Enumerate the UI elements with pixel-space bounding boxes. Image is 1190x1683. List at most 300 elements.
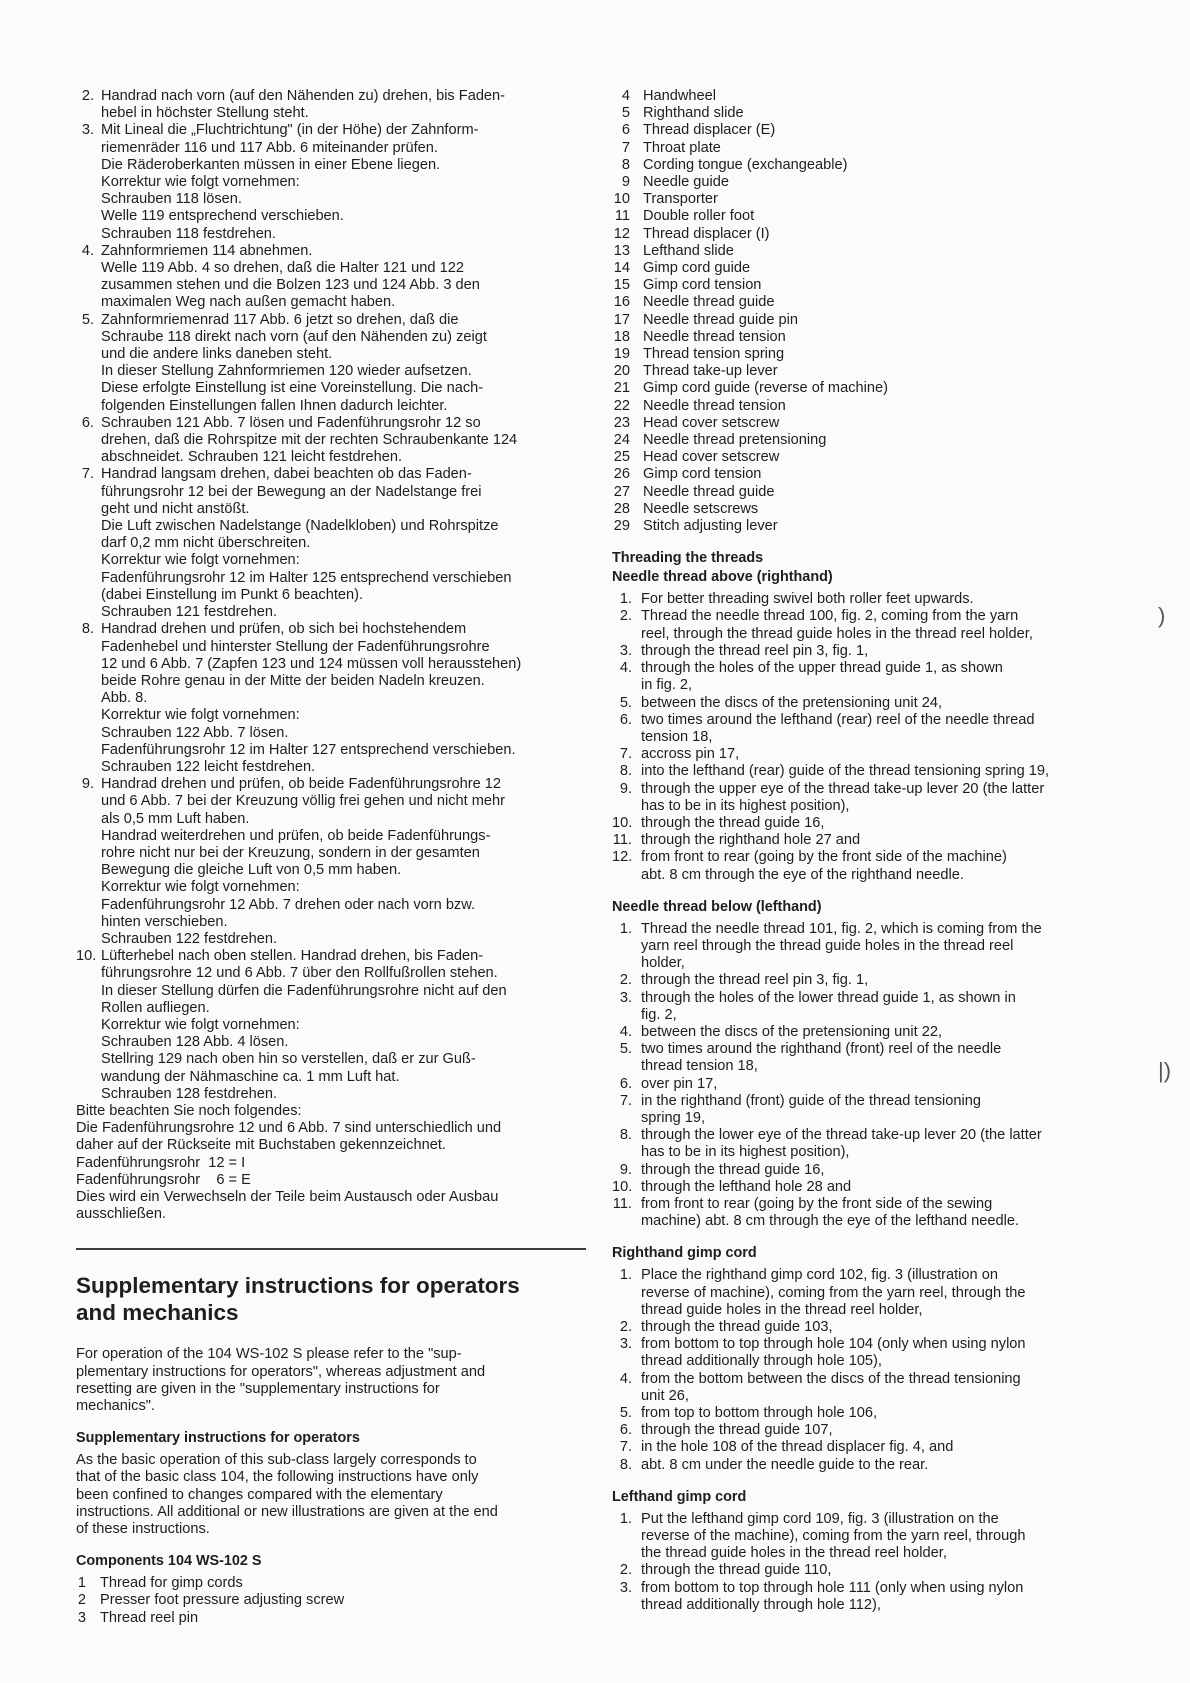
- item-number: 3.: [619, 989, 632, 1006]
- item-text: [641, 1093, 1127, 1127]
- item-line: two times around the righthand (front) reel of the needle: [641, 1041, 1002, 1058]
- item-line: Schrauben 122 leicht festdrehen.: [101, 758, 316, 775]
- component-label: Needle thread guide: [643, 294, 775, 311]
- item-line: thread guide holes in the thread reel holder,: [641, 1301, 923, 1318]
- component-number: 14: [613, 260, 630, 277]
- item-line: from bottom to top through hole 111 (only when using nylon: [641, 1579, 1024, 1596]
- needle-below-steps: [612, 921, 1127, 1231]
- item-line: through the thread guide 16,: [641, 1161, 825, 1178]
- item-number: 2.: [619, 972, 632, 989]
- item-line: machine) abt. 8 cm through the eye of the lefthand needle.: [641, 1213, 1020, 1230]
- item-line: (dabei Einstellung im Punkt 6 beachten).: [101, 586, 364, 603]
- item-line: has to be in its highest position),: [641, 797, 850, 814]
- item-line: abschneidet. Schrauben 121 leicht festdrehen.: [101, 449, 403, 466]
- list-item: [612, 591, 1127, 608]
- item-line: 12 und 6 Abb. 7 (Zapfen 123 und 124 müssen voll herausstehen): [101, 655, 522, 672]
- list-item: [612, 695, 1127, 712]
- item-line: hebel in höchster Stellung steht.: [101, 105, 309, 122]
- list-item: [612, 1127, 1127, 1161]
- item-line: als 0,5 mm Luft haben.: [101, 810, 250, 827]
- component-label: Handwheel: [643, 88, 717, 104]
- component-number: 21: [613, 380, 630, 397]
- text-line: Fadenführungsrohr 6 = E: [76, 1171, 251, 1188]
- item-text: [641, 1024, 1127, 1041]
- item-number: 10.: [76, 948, 97, 965]
- item-line: Put the lefthand gimp cord 109, fig. 3 (illustration on the: [641, 1510, 999, 1527]
- item-line: over pin 17,: [641, 1075, 718, 1092]
- item-line: thread additionally through hole 112),: [641, 1596, 881, 1613]
- item-text: [101, 466, 592, 621]
- item-line: Rollen aufliegen.: [101, 999, 210, 1016]
- item-line: führungsrohr 12 bei der Bewegung an der Nadelstange frei: [101, 483, 482, 500]
- list-item: [612, 1580, 1127, 1614]
- component-label: Needle thread tension: [643, 397, 786, 414]
- component-number: 7: [621, 139, 630, 156]
- item-number: 4.: [619, 1370, 632, 1387]
- item-line: through the thread guide 103,: [641, 1319, 833, 1335]
- component-item: [612, 105, 1127, 122]
- item-number: 3.: [81, 122, 94, 139]
- list-item: [612, 921, 1127, 973]
- section-heading-line-2: and mechanics: [76, 1300, 239, 1326]
- lefthand-gimp-steps: [612, 1511, 1127, 1614]
- item-number: 4.: [619, 660, 632, 677]
- item-line: abt. 8 cm under the needle guide to the rear.: [641, 1456, 929, 1473]
- component-number: 18: [613, 328, 630, 345]
- component-item: [612, 174, 1127, 191]
- list-item: [612, 1267, 1127, 1319]
- item-line: through the holes of the lower thread guide 1, as shown in: [641, 989, 1016, 1006]
- list-item: [612, 1405, 1127, 1422]
- list-item: [612, 849, 1127, 883]
- item-text: [641, 1076, 1127, 1093]
- item-text: [101, 948, 592, 1103]
- item-text: [641, 712, 1127, 746]
- component-item: [612, 312, 1127, 329]
- item-text: [641, 1457, 1127, 1474]
- item-line: Zahnformriemenrad 117 Abb. 6 jetzt so drehen, daß die: [101, 311, 459, 328]
- item-text: [641, 1580, 1127, 1614]
- component-number: 3: [77, 1609, 86, 1626]
- component-label: Presser foot pressure adjusting screw: [100, 1592, 345, 1609]
- item-text: [101, 312, 592, 415]
- item-line: Schrauben 128 Abb. 4 lösen.: [101, 1034, 289, 1051]
- list-item: [612, 990, 1127, 1024]
- threading-heading: Threading the threads: [612, 550, 764, 567]
- item-number: 2.: [619, 608, 632, 625]
- item-number: 9.: [619, 1161, 632, 1178]
- component-label: Thread for gimp cords: [100, 1575, 243, 1592]
- item-line: between the discs of the pretensioning unit 22,: [641, 1023, 942, 1040]
- item-number: 6.: [81, 414, 94, 431]
- item-number: 12.: [612, 849, 633, 866]
- component-item: [612, 226, 1127, 243]
- list-item: [612, 712, 1127, 746]
- component-number: 24: [613, 432, 630, 449]
- item-number: 2.: [619, 1562, 632, 1579]
- item-line: fig. 2,: [641, 1006, 677, 1023]
- item-line: reverse of the machine), coming from the yarn reel, through: [641, 1528, 1026, 1545]
- item-number: 1.: [619, 920, 632, 937]
- component-item: [612, 157, 1127, 174]
- item-line: has to be in its highest position),: [641, 1144, 850, 1161]
- item-line: For better threading swivel both roller feet upwards.: [641, 591, 974, 608]
- item-text: [641, 1422, 1127, 1439]
- list-item: [76, 122, 592, 242]
- item-line: through the thread guide 110,: [641, 1562, 832, 1579]
- components-list-right: [612, 88, 1127, 535]
- item-text: [101, 776, 592, 948]
- text-line: Fadenführungsrohr 12 = I: [76, 1154, 246, 1171]
- item-line: Place the righthand gimp cord 102, fig. 3 (illustration on: [641, 1267, 998, 1284]
- list-item: [612, 643, 1127, 660]
- item-line: through the lefthand hole 28 and: [641, 1178, 852, 1195]
- item-line: Thread the needle thread 100, fig. 2, coming from the yarn: [641, 608, 1019, 625]
- item-text: [641, 921, 1127, 973]
- item-line: riemenräder 116 und 117 Abb. 6 miteinander prüfen.: [101, 139, 438, 156]
- component-label: Transporter: [643, 191, 718, 208]
- component-item: [612, 88, 1127, 105]
- section-heading: [76, 1272, 592, 1326]
- item-line: from front to rear (going by the front side of the sewing: [641, 1195, 993, 1212]
- component-item: [612, 260, 1127, 277]
- item-line: from bottom to top through hole 104 (only when using nylon: [641, 1336, 1026, 1353]
- item-line: Zahnformriemen 114 abnehmen.: [101, 242, 313, 259]
- item-line: Schrauben 118 festdrehen.: [101, 225, 276, 242]
- item-line: drehen, daß die Rohrspitze mit der rechten Schraubenkante 124: [101, 432, 518, 449]
- component-number: 10: [613, 191, 630, 208]
- component-label: Double roller foot: [643, 208, 755, 225]
- item-line: Schrauben 121 festdrehen.: [101, 604, 278, 621]
- item-text: [641, 643, 1127, 660]
- item-text: [641, 1162, 1127, 1179]
- component-label: Lefthand slide: [643, 242, 734, 259]
- item-number: 2.: [81, 88, 94, 104]
- item-line: Thread the needle thread 101, fig. 2, which is coming from the: [641, 920, 1042, 937]
- list-item: [612, 1076, 1127, 1093]
- components-heading: Components 104 WS-102 S: [76, 1553, 262, 1570]
- item-line: Abb. 8.: [101, 690, 148, 707]
- lefthand-gimp-heading: Lefthand gimp cord: [612, 1488, 747, 1505]
- item-text: [101, 88, 592, 122]
- item-number: 4.: [619, 1023, 632, 1040]
- component-number: 29: [613, 518, 630, 535]
- item-text: [641, 1319, 1127, 1336]
- component-item: [612, 363, 1127, 380]
- item-text: [101, 122, 592, 242]
- item-text: [641, 1511, 1127, 1563]
- item-number: 11.: [612, 832, 632, 849]
- component-item: [612, 398, 1127, 415]
- component-item: [76, 1592, 592, 1609]
- component-item: [76, 1610, 592, 1627]
- component-number: 28: [613, 500, 630, 517]
- punch-hole-mark-bottom: |): [1158, 1058, 1172, 1083]
- text-line: Die Fadenführungsrohre 12 und 6 Abb. 7 sind unterschiedlich und: [76, 1120, 502, 1137]
- list-item: [76, 948, 592, 1103]
- component-number: 4: [621, 88, 630, 104]
- item-line: Lüfterhebel nach oben stellen. Handrad drehen, bis Faden-: [101, 948, 484, 965]
- item-line: Fadenführungsrohr 12 im Halter 127 entsprechend verschieben.: [101, 741, 516, 758]
- item-text: [101, 243, 592, 312]
- component-number: 17: [613, 311, 630, 328]
- righthand-gimp-steps: [612, 1267, 1127, 1473]
- section-divider: [76, 1248, 586, 1250]
- item-line: darf 0,2 mm nicht überschreiten.: [101, 535, 311, 552]
- item-line: tension 18,: [641, 728, 713, 745]
- item-text: [641, 815, 1127, 832]
- component-number: 25: [613, 449, 630, 466]
- intro-paragraph: [76, 1346, 592, 1415]
- item-number: 8.: [619, 1127, 632, 1144]
- item-number: 3.: [619, 1579, 632, 1596]
- item-line: Handrad langsam drehen, dabei beachten ob das Faden-: [101, 466, 472, 483]
- item-line: Fadenführungsrohr 12 im Halter 125 entsprechend verschieben: [101, 569, 512, 586]
- item-text: [641, 1405, 1127, 1422]
- list-item: [612, 1093, 1127, 1127]
- component-item: [612, 501, 1127, 518]
- list-item: [612, 1457, 1127, 1474]
- component-number: 13: [613, 242, 630, 259]
- needle-below-heading: Needle thread below (lefthand): [612, 898, 822, 915]
- item-line: und 6 Abb. 7 bei der Kreuzung völlig frei gehen und nicht mehr: [101, 793, 506, 810]
- item-line: through the thread guide 16,: [641, 814, 825, 831]
- component-label: Gimp cord guide: [643, 260, 751, 277]
- item-line: Fadenführungsrohr 12 Abb. 7 drehen oder nach vorn bzw.: [101, 896, 476, 913]
- item-number: 1.: [619, 1510, 632, 1527]
- text-line: mechanics".: [76, 1398, 155, 1415]
- text-line: of these instructions.: [76, 1521, 210, 1538]
- item-line: in the hole 108 of the thread displacer fig. 4, and: [641, 1439, 954, 1456]
- item-text: [641, 849, 1127, 883]
- operators-paragraph: [76, 1452, 592, 1538]
- item-number: 7.: [619, 1439, 632, 1456]
- item-line: hinten verschieben.: [101, 913, 228, 930]
- component-number: 5: [621, 105, 630, 122]
- component-item: [612, 380, 1127, 397]
- item-text: [641, 1127, 1127, 1161]
- component-label: Needle thread guide pin: [643, 311, 798, 328]
- item-line: Schrauben 128 festdrehen.: [101, 1085, 278, 1102]
- item-line: between the discs of the pretensioning unit 24,: [641, 694, 942, 711]
- item-line: reverse of machine), coming from the yarn reel, through the: [641, 1284, 1026, 1301]
- component-label: Thread reel pin: [100, 1609, 199, 1626]
- item-number: 5.: [619, 1405, 632, 1422]
- item-line: Die Luft zwischen Nadelstange (Nadelkloben) und Rohrspitze: [101, 518, 499, 535]
- list-item: [612, 1562, 1127, 1579]
- item-text: [641, 1439, 1127, 1456]
- notes-block: [76, 1103, 592, 1223]
- item-line: Schrauben 122 Abb. 7 lösen.: [101, 724, 289, 741]
- component-label: Righthand slide: [643, 105, 744, 122]
- item-line: rohre nicht nur bei der Kreuzung, sondern in der gesamten: [101, 844, 480, 861]
- section-heading-line-1: Supplementary instructions for operators: [76, 1273, 520, 1299]
- item-text: [641, 832, 1127, 849]
- item-line: Die Räderoberkanten müssen in einer Ebene liegen.: [101, 156, 441, 173]
- component-item: [612, 415, 1127, 432]
- item-number: 5.: [619, 694, 632, 711]
- item-text: [641, 763, 1127, 780]
- list-item: [612, 1422, 1127, 1439]
- components-list-left: [76, 1575, 592, 1627]
- component-item: [612, 466, 1127, 483]
- list-item: [612, 1041, 1127, 1075]
- item-text: [641, 1041, 1127, 1075]
- item-line: spring 19,: [641, 1109, 706, 1126]
- list-item: [612, 1439, 1127, 1456]
- item-number: 1.: [619, 1267, 632, 1284]
- item-text: [641, 608, 1127, 642]
- component-number: 9: [621, 174, 630, 191]
- component-label: Gimp cord tension: [643, 466, 762, 483]
- component-label: Thread displacer (I): [643, 225, 770, 242]
- item-line: through the thread guide 107,: [641, 1422, 833, 1439]
- component-item: [612, 432, 1127, 449]
- item-line: two times around the lefthand (rear) reel of the needle thread: [641, 711, 1035, 728]
- text-line: been confined to changes compared with the elementary: [76, 1486, 443, 1503]
- component-number: 22: [613, 397, 630, 414]
- item-line: Handrad drehen und prüfen, ob sich bei hochstehendem: [101, 621, 467, 638]
- item-number: 9.: [619, 780, 632, 797]
- item-line: Diese erfolgte Einstellung ist eine Voreinstellung. Die nach-: [101, 380, 484, 397]
- list-item: [612, 781, 1127, 815]
- text-line: As the basic operation of this sub-class largely corresponds to: [76, 1452, 477, 1469]
- text-line: plementary instructions for operators", whereas adjustment and: [76, 1363, 486, 1380]
- item-line: Korrektur wie folgt vornehmen:: [101, 707, 300, 724]
- item-line: Welle 119 entsprechend verschieben.: [101, 208, 344, 225]
- item-line: through the lower eye of the thread take-up lever 20 (the latter: [641, 1127, 1042, 1144]
- list-item: [612, 1162, 1127, 1179]
- item-text: [641, 781, 1127, 815]
- item-line: from the bottom between the discs of the thread tensioning: [641, 1370, 1021, 1387]
- component-item: [612, 122, 1127, 139]
- item-line: Schrauben 122 festdrehen.: [101, 930, 278, 947]
- item-line: yarn reel through the thread guide holes in the thread reel: [641, 937, 1014, 954]
- needle-above-heading: Needle thread above (righthand): [612, 569, 833, 586]
- left-column: [76, 88, 592, 1627]
- component-number: 27: [613, 483, 630, 500]
- text-line: that of the basic class 104, the following instructions have only: [76, 1469, 479, 1486]
- list-item: [76, 466, 592, 621]
- item-line: zusammen stehen und die Bolzen 123 und 124 Abb. 3 den: [101, 277, 480, 294]
- item-line: from front to rear (going by the front side of the machine): [641, 849, 1007, 866]
- text-line: Dies wird ein Verwechseln der Teile beim Austausch oder Ausbau: [76, 1189, 499, 1205]
- component-label: Thread displacer (E): [643, 122, 776, 139]
- component-item: [612, 329, 1127, 346]
- item-number: 6.: [619, 1422, 632, 1439]
- list-item: [76, 312, 592, 415]
- item-text: [641, 1267, 1127, 1319]
- list-item: [76, 415, 592, 467]
- item-number: 3.: [619, 1336, 632, 1353]
- list-item: [612, 1371, 1127, 1405]
- text-line: resetting are given in the "supplementary instructions for: [76, 1380, 440, 1397]
- component-number: 11: [614, 208, 630, 225]
- item-line: maximalen Weg nach außen gemacht haben.: [101, 294, 396, 311]
- punch-hole-mark-top: ): [1158, 603, 1166, 628]
- item-line: in the righthand (front) guide of the thread tensioning: [641, 1092, 981, 1109]
- list-item: [612, 1511, 1127, 1563]
- list-item: [612, 832, 1127, 849]
- component-label: Throat plate: [643, 139, 721, 156]
- item-text: [101, 415, 592, 467]
- item-line: through the upper eye of the thread take-up lever 20 (the latter: [641, 780, 1045, 797]
- item-line: Handrad drehen und prüfen, ob beide Fadenführungsrohre 12: [101, 776, 502, 793]
- item-line: geht und nicht anstößt.: [101, 500, 250, 517]
- item-line: Korrektur wie folgt vornehmen:: [101, 552, 300, 569]
- component-label: Needle thread tension: [643, 328, 786, 345]
- component-number: 6: [621, 122, 630, 139]
- list-item: [76, 621, 592, 776]
- component-label: Cording tongue (exchangeable): [643, 156, 848, 173]
- item-number: 8.: [619, 1456, 632, 1473]
- list-item: [612, 763, 1127, 780]
- item-line: accross pin 17,: [641, 746, 740, 763]
- text-line: Bitte beachten Sie noch folgendes:: [76, 1102, 302, 1119]
- component-number: 8: [621, 156, 630, 173]
- item-number: 7.: [619, 1092, 632, 1109]
- item-line: folgenden Einstellungen fallen Ihnen dadurch leichter.: [101, 397, 448, 414]
- righthand-gimp-heading: Righthand gimp cord: [612, 1245, 757, 1262]
- item-line: into the lefthand (rear) guide of the thread tensioning spring 19,: [641, 763, 1050, 780]
- component-label: Needle thread guide: [643, 483, 775, 500]
- component-item: [612, 277, 1127, 294]
- item-line: Handrad nach vorn (auf den Nähenden zu) drehen, bis Faden-: [101, 88, 506, 104]
- item-line: beide Rohre genau in der Mitte der beiden Nadeln kreuzen.: [101, 672, 485, 689]
- item-line: unit 26,: [641, 1387, 689, 1404]
- component-label: Needle thread pretensioning: [643, 432, 827, 449]
- list-item: [612, 815, 1127, 832]
- component-label: Head cover setscrew: [643, 449, 780, 466]
- item-number: 6.: [619, 1075, 632, 1092]
- item-line: in fig. 2,: [641, 677, 693, 694]
- item-line: Korrektur wie folgt vornehmen:: [101, 174, 300, 191]
- item-number: 1.: [619, 591, 632, 608]
- item-number: 4.: [81, 242, 94, 259]
- component-item: [612, 294, 1127, 311]
- item-text: [641, 972, 1127, 989]
- item-number: 9.: [81, 776, 94, 793]
- item-number: 7.: [81, 466, 94, 483]
- needle-above-steps: [612, 591, 1127, 883]
- item-line: Stellring 129 nach oben hin so verstellen, daß er zur Guß-: [101, 1051, 476, 1068]
- item-text: [641, 1336, 1127, 1370]
- item-line: through the thread reel pin 3, fig. 1,: [641, 642, 869, 659]
- component-label: Gimp cord tension: [643, 277, 762, 294]
- list-item: [76, 243, 592, 312]
- item-text: [641, 746, 1127, 763]
- item-text: [641, 1179, 1127, 1196]
- component-number: 2: [77, 1592, 86, 1609]
- list-item: [612, 608, 1127, 642]
- component-label: Thread tension spring: [643, 346, 785, 363]
- item-line: through the holes of the upper thread guide 1, as shown: [641, 660, 1003, 677]
- item-number: 6.: [619, 711, 632, 728]
- item-line: holder,: [641, 955, 685, 972]
- component-number: 23: [613, 414, 630, 431]
- item-line: Schraube 118 direkt nach vorn (auf den Nähenden zu) zeigt: [101, 328, 487, 345]
- item-line: thread tension 18,: [641, 1058, 758, 1075]
- component-number: 1: [77, 1575, 86, 1592]
- component-item: [612, 140, 1127, 157]
- component-item: [612, 518, 1127, 535]
- component-number: 26: [613, 466, 630, 483]
- item-number: 7.: [619, 746, 632, 763]
- item-text: [641, 695, 1127, 712]
- item-text: [641, 1371, 1127, 1405]
- adjustment-steps: [76, 88, 592, 1103]
- item-text: [641, 591, 1127, 608]
